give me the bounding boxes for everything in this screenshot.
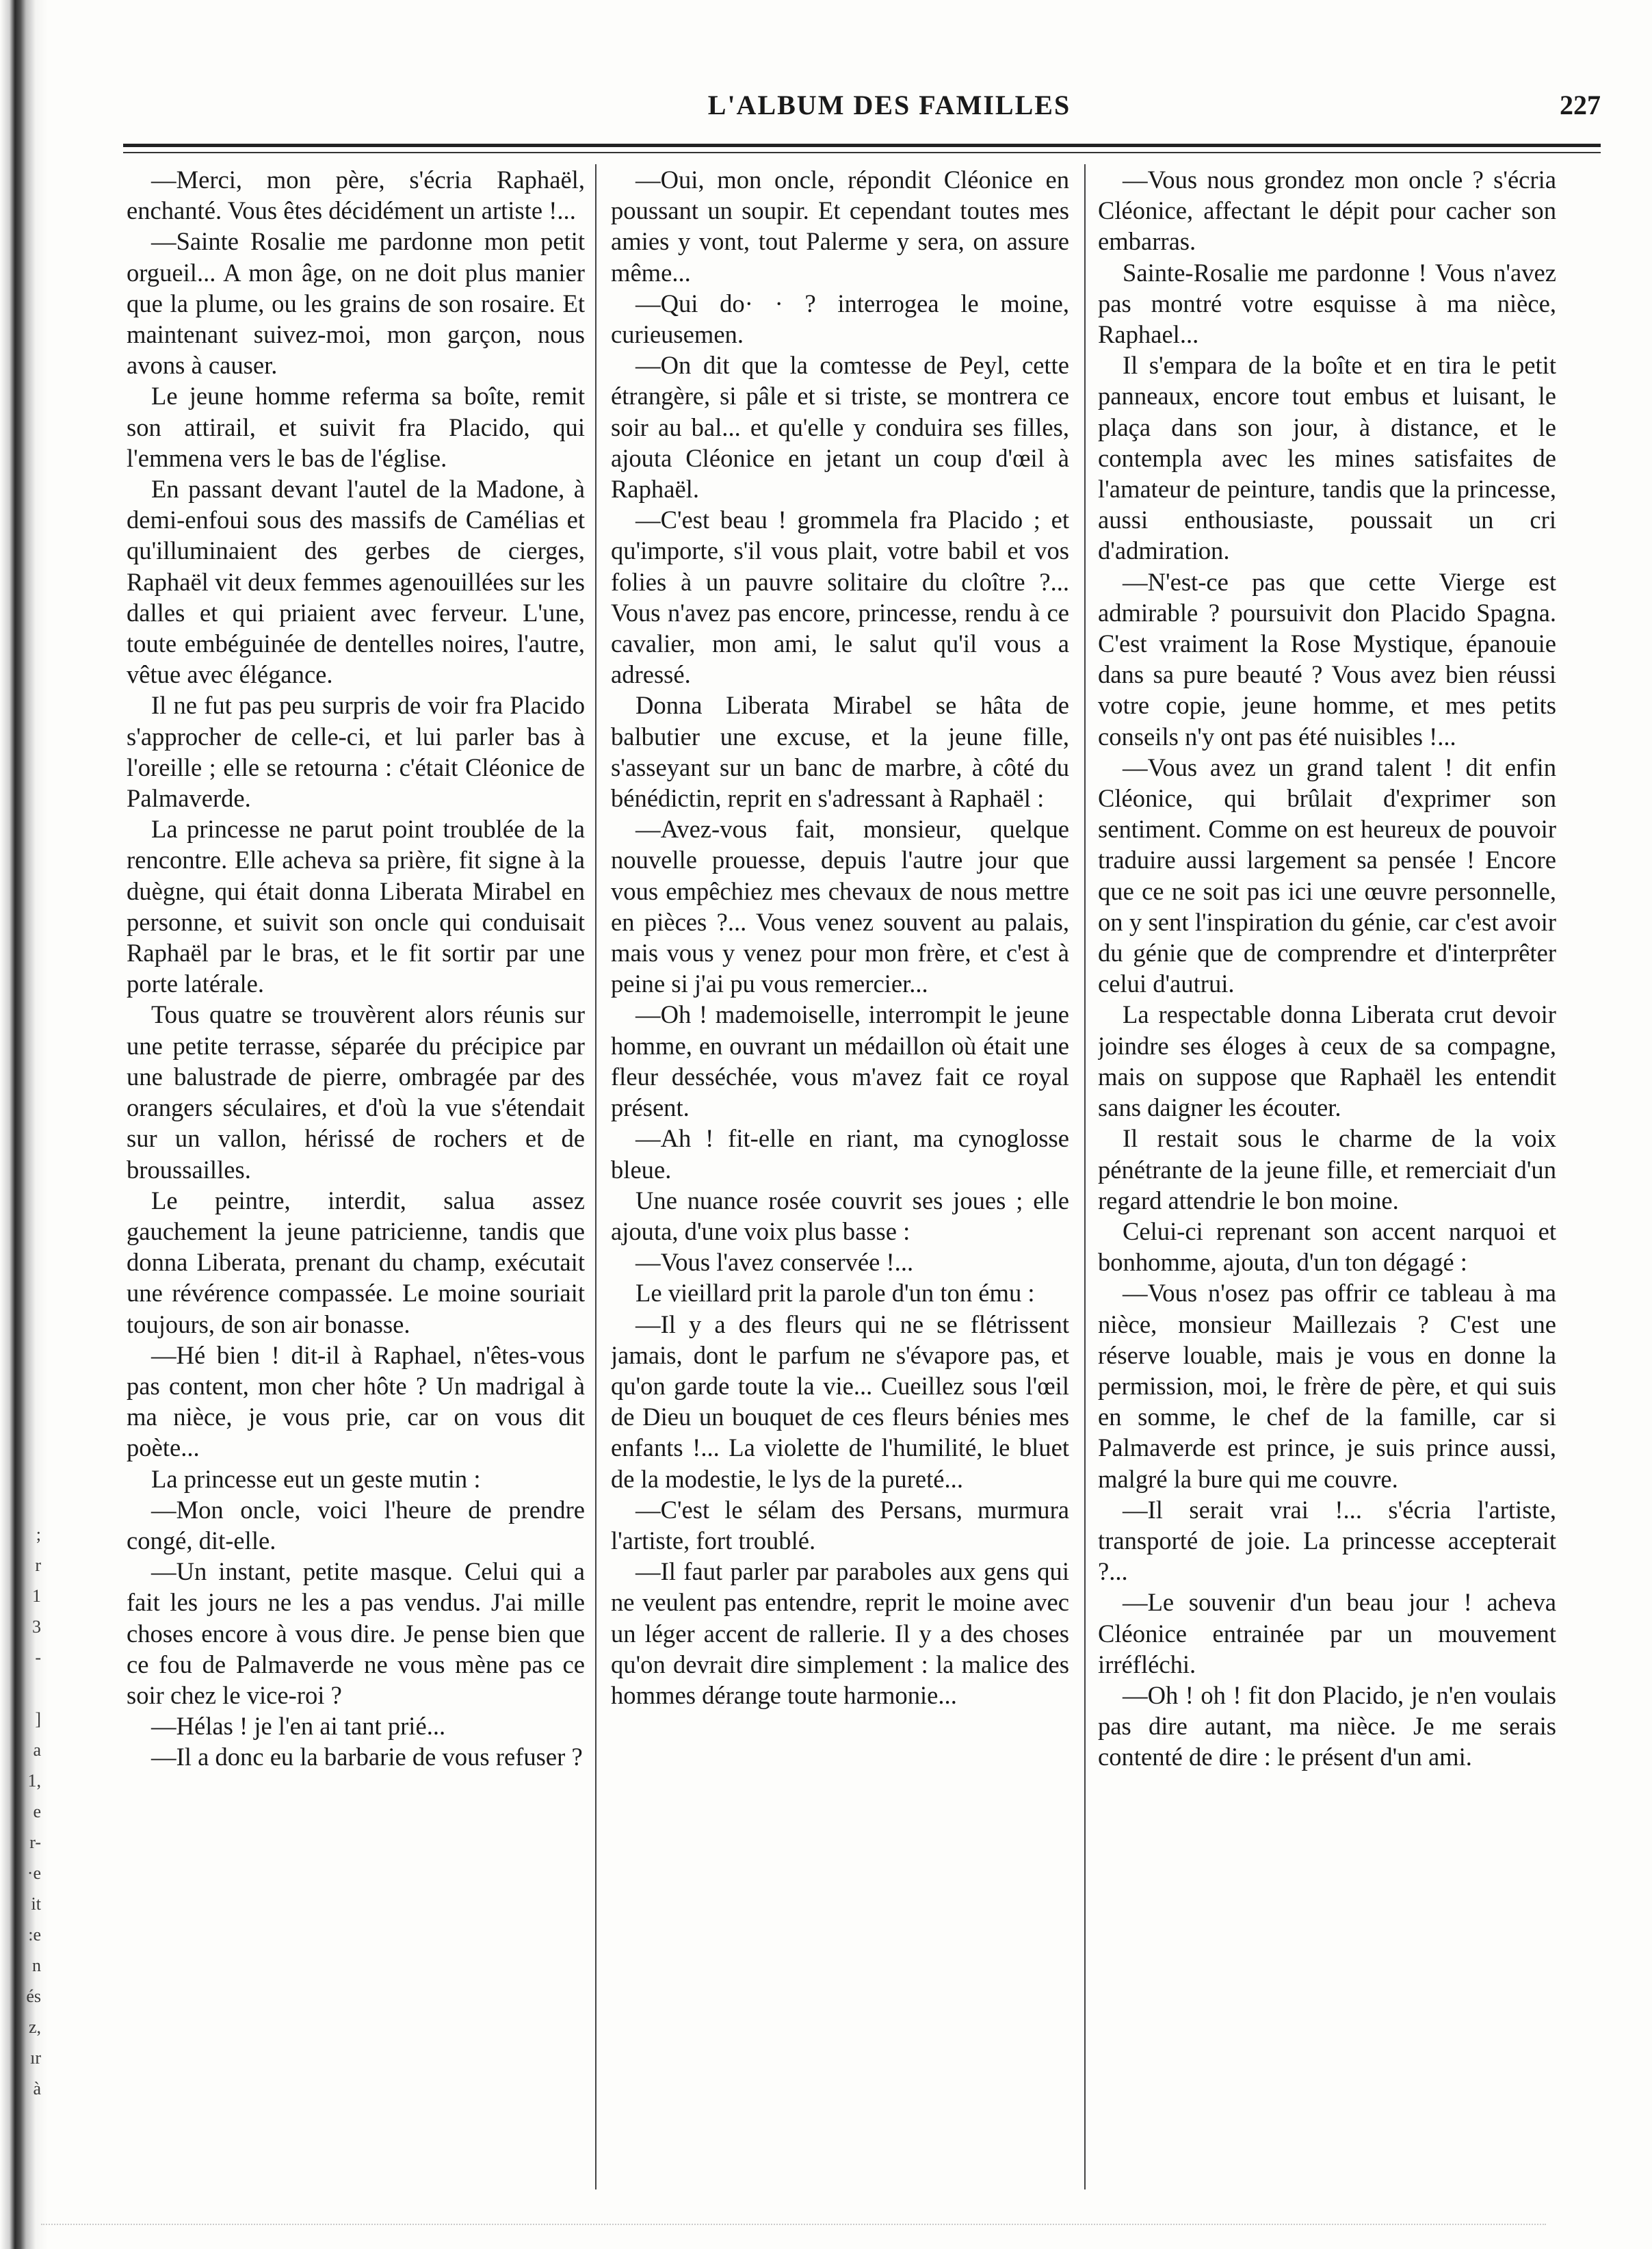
column-divider <box>1084 164 1086 2189</box>
paragraph: —C'est beau ! grommela fra Placido ; et qu'importe, s'il vous plait, votre babil et vos folies à un pauvre solitaire du cloître ?... Vous n'avez pas encore, princesse, rendu à ce cavalier, mon ami, le salut qu'il vous a adressé. <box>611 506 1069 689</box>
paragraph: Une nuance rosée couvrit ses joues ; elle ajouta, d'une voix plus basse : <box>611 1186 1069 1245</box>
paragraph: Tous quatre se trouvèrent alors réunis sur une petite terrasse, séparée du précipice par une balustrade de pierre, ombragée par des orangers séculaires, et d'où la vue s'étendait sur un vallon, hérissé de rochers et de broussailles. <box>127 1000 585 1184</box>
text-column-1 <box>127 164 585 2189</box>
paragraph: La respectable donna Liberata crut devoir joindre ses éloges à ceux de sa compagne, mais on suppose que Raphaël les entendit sans daigner les écouter. <box>1098 1000 1556 1122</box>
paragraph: —Mon oncle, voici l'heure de prendre congé, dit-elle. <box>127 1495 585 1555</box>
paragraph: En passant devant l'autel de la Madone, à demi-enfoui sous des massifs de Camélias et qu'illuminaient des gerbes de cierges, Raphaël vit deux femmes agenouillées sur les dalles et qui priaient avec ferveur. L'une, toute embéguinée de dentelles noires, l'autre, vêtue avec élégance. <box>127 475 585 689</box>
paragraph: —Oui, mon oncle, répondit Cléonice en poussant un soupir. Et cependant toutes mes amies y vont, tout Palerme y sera, on assure même... <box>611 166 1069 287</box>
paragraph: —Avez-vous fait, monsieur, quelque nouvelle prouesse, depuis l'autre jour que vous empêchiez mes chevaux de nous mettre en pièces ?... Vous venez souvent au palais, mais vous y venez pour mon frère, et c'est à peine si j'ai pu vous remercier... <box>611 815 1069 998</box>
paragraph: Le peintre, interdit, salua assez gauchement la jeune patricienne, tandis que donna Liberata, prenant du champ, exécutait une révérence compassée. Le moine souriait toujours, de son air bonasse. <box>127 1186 585 1338</box>
paragraph: Il ne fut pas peu surpris de voir fra Placido s'approcher de celle-ci, et lui parler bas à l'oreille ; elle se retourna : c'était Cléonice de Palmaverde. <box>127 691 585 813</box>
column-divider <box>595 164 596 2189</box>
page-edge-noise <box>41 2210 1546 2225</box>
paragraph: —Oh ! mademoiselle, interrompit le jeune homme, en ouvrant un médaillon où était une fleur desséchée, vous m'avez fait ce royal présent. <box>611 1000 1069 1122</box>
paragraph: —Le souvenir d'un beau jour ! acheva Cléonice entrainée par un mouvement irréfléchi. <box>1098 1588 1556 1678</box>
paragraph: —Un instant, petite masque. Celui qui a fait les jours ne les a pas vendus. J'ai mille choses encore à vous dire. Je pense bien que ce fou de Palmaverde ne vous mène pas ce soir chez le vice-roi ? <box>127 1557 585 1709</box>
text-column-2 <box>611 164 1069 2189</box>
paragraph: Le vieillard prit la parole d'un ton ému : <box>635 1279 1035 1308</box>
paragraph: Celui-ci reprenant son accent narquoi et bonhomme, ajouta, d'un ton dégagé : <box>1098 1217 1556 1277</box>
paragraph: —Hé bien ! dit-il à Raphael, n'êtes-vous pas content, mon cher hôte ? Un madrigal à ma nièce, je vous prie, car on vous dit poète... <box>127 1340 585 1462</box>
paragraph: —C'est le sélam des Persans, murmura l'artiste, fort troublé. <box>611 1495 1069 1555</box>
paragraph: —On dit que la comtesse de Peyl, cette étrangère, si pâle et si triste, se montrera ce soir au bal... et qu'elle y conduira ses filles, ajouta Cléonice en jetant un coup d'œil à Raphaël. <box>611 351 1069 504</box>
paragraph: —N'est-ce pas que cette Vierge est admirable ? poursuivit don Placido Spagna. C'est vraiment la Rose Mystique, épanouie dans sa pure beauté ? Vous avez bien réussi votre copie, jeune homme, et mes petits conseils n'y ont pas été nuisibles !... <box>1098 567 1556 751</box>
paragraph: Sainte-Rosalie me pardonne ! Vous n'avez pas montré votre esquisse à ma nièce, Raphael... <box>1098 258 1556 349</box>
paragraph: Donna Liberata Mirabel se hâta de balbutier une excuse, et la jeune fille, s'asseyant sur un banc de marbre, à côté du bénédictin, reprit en s'adressant à Raphaël : <box>611 691 1069 813</box>
paragraph: Il s'empara de la boîte et en tira le petit panneaux, encore tout embus et luisant, le plaça dans son jour, à distance, et le contempla avec les mines satisfaites de l'amateur de peinture, tandis que la princesse, aussi enthousiaste, poussait un cri d'admiration. <box>1098 351 1556 565</box>
paragraph: —Oh ! oh ! fit don Placido, je n'en voulais pas dire autant, ma nièce. Je me serais contenté de dire : le présent d'un ami. <box>1098 1680 1556 1771</box>
paragraph: —Ah ! fit-elle en riant, ma cynoglosse bleue. <box>611 1124 1069 1184</box>
adjacent-page-fragment: ; r 1 3 - ] a 1, e r- ·e it :e n és z, ır à <box>26 1524 41 2098</box>
paragraph: Le jeune homme referma sa boîte, remit son attirail, et suivit fra Placido, qui l'emmena vers le bas de l'église. <box>127 382 585 472</box>
paragraph: —Hélas ! je l'en ai tant prié... <box>151 1712 446 1741</box>
header-rule <box>123 144 1601 147</box>
text-column-3 <box>1098 164 1556 2189</box>
paragraph: —Vous l'avez conservée !... <box>635 1248 914 1277</box>
paragraph: —Vous nous grondez mon oncle ? s'écria Cléonice, affectant le dépit pour cacher son embarras. <box>1098 166 1556 256</box>
paragraph: Il restait sous le charme de la voix pénétrante de la jeune fille, et remerciait d'un regard attendrie le bon moine. <box>1098 1124 1556 1214</box>
paragraph: —Vous avez un grand talent ! dit enfin Cléonice, qui brûlait d'exprimer son sentiment. Comme on est heureux de pouvoir traduire aussi largement sa pensée ! Encore que ce ne soit pas ici une œuvre personnelle, on y sent l'inspiration du génie, car c'est avoir du génie que de comprendre et d'interprêter celui d'autrui. <box>1098 753 1556 998</box>
paragraph: —Il a donc eu la barbarie de vous refuser ? <box>151 1743 583 1771</box>
header-rule-thin <box>123 152 1601 153</box>
paragraph: —Sainte Rosalie me pardonne mon petit orgueil... A mon âge, on ne doit plus manier que la plume, ou les grains de son rosaire. Et maintenant suivez-moi, mon garçon, nous avons à causer. <box>127 227 585 380</box>
page-number: 227 <box>1560 90 1601 120</box>
paragraph: —Il serait vrai !... s'écria l'artiste, transporté de joie. La princesse accepterait ?... <box>1098 1495 1556 1586</box>
page-header <box>123 89 1601 137</box>
paragraph: La princesse eut un geste mutin : <box>151 1464 481 1493</box>
paragraph: —Vous n'osez pas offrir ce tableau à ma nièce, monsieur Maillezais ? C'est une réserve louable, mais je vous en donne la permission, moi, le frère de père, et qui suis en somme, le chef de la famille, car si Palmaverde est prince, je suis prince aussi, malgré la bure qui me couvre. <box>1098 1279 1556 1493</box>
paragraph: —Il y a des fleurs qui ne se flétrissent jamais, dont le parfum ne s'évapore pas, et qu'on garde toute la vie... Cueillez sous l'œil de Dieu un bouquet de ces fleurs bénies mes enfants !... La violette de l'humilité, le bluet de la modestie, le lys de la pureté... <box>611 1310 1069 1493</box>
paragraph: —Merci, mon père, s'écria Raphaël, enchanté. Vous êtes décidément un artiste !... <box>127 166 585 225</box>
paragraph: —Il faut parler par paraboles aux gens qui ne veulent pas entendre, reprit le moine avec un léger accent de rallerie. Il y a des choses qu'on devrait dire simplement : la malice des hommes dérange toute harmonie... <box>611 1557 1069 1709</box>
journal-title: L'ALBUM DES FAMILLES <box>707 90 1071 120</box>
paragraph: La princesse ne parut point troublée de la rencontre. Elle acheva sa prière, fit signe à la duègne, qui était donna Liberata Mirabel en personne, et suivit son oncle qui conduisait Raphaël par le bras, et le fit sortir par une porte latérale. <box>127 815 585 998</box>
paragraph: —Qui do· · ? interrogea le moine, curieusemen. <box>611 289 1069 349</box>
